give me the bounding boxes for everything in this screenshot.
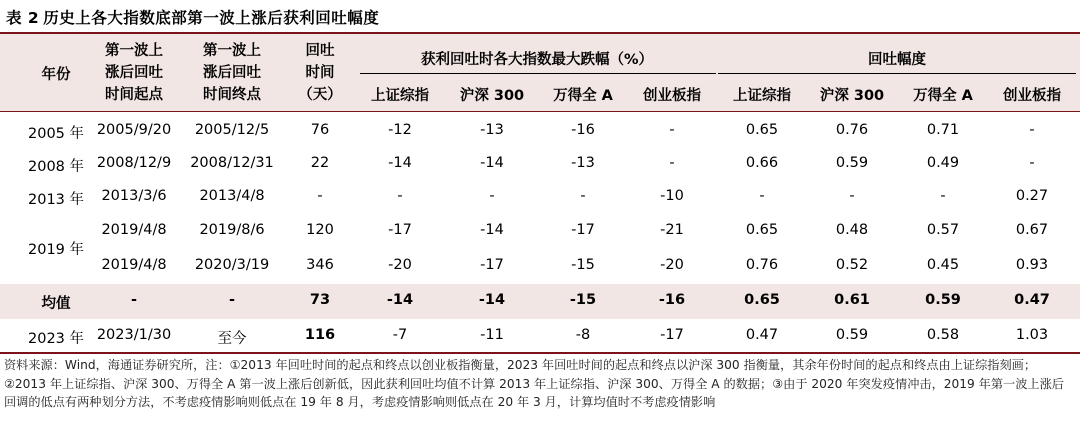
- cell-start: -: [130, 292, 138, 308]
- header-start-line2: 涨后回吐: [105, 65, 163, 81]
- header-start-line1: 第一波上: [105, 43, 163, 59]
- cell-ratio-csi300: 0.59: [835, 327, 869, 343]
- cell-drop-chinext: -: [669, 155, 675, 171]
- cell-drop-shanghai: -: [397, 188, 403, 204]
- cell-ratio-csi300: 0.59: [835, 155, 869, 171]
- cell-drop-csi300: -14: [478, 292, 506, 308]
- cell-ratio-csi300: 0.61: [834, 292, 870, 308]
- cell-ratio-csi300: 0.52: [835, 257, 869, 273]
- cell-days: 73: [309, 292, 331, 308]
- cell-days: 116: [304, 327, 336, 343]
- cell-drop-shanghai: -14: [386, 292, 414, 308]
- cell-end: 2013/4/8: [199, 188, 265, 204]
- header-start-line3: 时间起点: [105, 87, 163, 103]
- cell-drop-windall: -: [580, 188, 586, 204]
- table-bottom-rule: [0, 352, 1080, 354]
- header-end-line3: 时间终点: [203, 87, 261, 103]
- header-drop-chinext: 创业板指: [643, 88, 701, 104]
- cell-end: 2020/3/19: [194, 257, 270, 273]
- table-number: 表 2: [6, 9, 40, 27]
- cell-drop-csi300: -: [489, 188, 495, 204]
- header-days-line2: 时间: [305, 65, 335, 81]
- cell-end: -: [228, 292, 236, 308]
- cell-days: 346: [306, 257, 334, 273]
- cell-ratio-csi300: 0.76: [835, 122, 869, 138]
- cell-ratio-shanghai: 0.76: [745, 257, 779, 273]
- header-ratio-chinext: 创业板指: [1003, 88, 1061, 104]
- cell-drop-windall: -13: [571, 155, 595, 171]
- cell-ratio-windall: 0.59: [925, 292, 961, 308]
- cell-drop-csi300: -17: [480, 257, 504, 273]
- cell-drop-csi300: -13: [480, 122, 504, 138]
- cell-drop-csi300: -14: [480, 222, 504, 238]
- table-title: [6, 6, 379, 28]
- header-days-line3: （天）: [298, 87, 342, 103]
- header-end-line1: 第一波上: [203, 43, 261, 59]
- cell-drop-windall: -15: [571, 257, 595, 273]
- cell-drop-chinext: -21: [660, 222, 684, 238]
- header-drop-csi300: 沪深 300: [459, 88, 525, 104]
- cell-year: 2013 年: [27, 192, 85, 208]
- cell-days: 120: [306, 222, 334, 238]
- cell-ratio-shanghai: -: [759, 188, 765, 204]
- header-ratio-shanghai: 上证综指: [733, 88, 791, 104]
- cell-year: 2005 年: [27, 126, 85, 142]
- header-days: [298, 40, 342, 106]
- header-bottom-rule: [0, 111, 1080, 112]
- cell-ratio-chinext: -: [1029, 122, 1035, 138]
- cell-year: 均值: [41, 296, 71, 312]
- cell-drop-windall: -15: [569, 292, 597, 308]
- header-days-line1: 回吐: [305, 43, 335, 59]
- cell-end: 2008/12/31: [190, 155, 274, 171]
- cell-ratio-windall: 0.57: [926, 222, 960, 238]
- cell-drop-csi300: -11: [480, 327, 504, 343]
- cell-ratio-windall: 0.49: [926, 155, 960, 171]
- header-ratio-csi300: 沪深 300: [819, 88, 885, 104]
- cell-days: 22: [310, 155, 330, 171]
- cell-start: 2005/9/20: [96, 122, 172, 138]
- cell-ratio-chinext: 1.03: [1015, 327, 1049, 343]
- cell-drop-chinext: -20: [660, 257, 684, 273]
- header-drop-shanghai: 上证综指: [371, 88, 429, 104]
- cell-drop-shanghai: -17: [388, 222, 412, 238]
- cell-drop-shanghai: -14: [388, 155, 412, 171]
- cell-ratio-chinext: 0.47: [1014, 292, 1050, 308]
- cell-drop-windall: -17: [571, 222, 595, 238]
- average-row-background: [0, 284, 1080, 319]
- cell-end: 2005/12/5: [194, 122, 270, 138]
- cell-days: 76: [310, 122, 330, 138]
- cell-drop-chinext: -10: [660, 188, 684, 204]
- cell-ratio-chinext: 0.67: [1015, 222, 1049, 238]
- header-group-drop: 获利回吐时各大指数最大跌幅（%）: [420, 52, 654, 68]
- group-ratio-underline: [718, 73, 1076, 74]
- header-group-ratio: 回吐幅度: [868, 52, 926, 68]
- cell-ratio-shanghai: 0.65: [745, 122, 779, 138]
- cell-ratio-windall: 0.58: [926, 327, 960, 343]
- cell-ratio-csi300: 0.48: [835, 222, 869, 238]
- cell-ratio-windall: 0.71: [926, 122, 960, 138]
- header-ratio-windall: 万得全 A: [913, 88, 973, 104]
- cell-ratio-csi300: -: [849, 188, 855, 204]
- cell-start: 2019/4/8: [101, 222, 167, 238]
- cell-ratio-chinext: 0.93: [1015, 257, 1049, 273]
- footnote: 资料来源：Wind，海通证券研究所，注：①2013 年回吐时间的起点和终点以创业板指衡量，2023 年回吐时间的起点和终点以沪深 300 指衡量，其余年份时间的起点和终点由上证综指刻画；②2013 年上证综指、沪深 300、万得全 A 第一波上涨后创新低，因此获利回吐均值不计算 2013 年上证综指、沪深 300、万得全 A 的数据；③由于 2020 年突发疫情冲击，2019 年第一波上涨后回调的低点有两种划分方法，不考虑疫情影响则低点在 19 年 8 月，考虑疫情影响则低点在 20 年 3 月，计算均值时不考虑疫情影响: [4, 358, 1064, 409]
- cell-end: 2019/8/6: [199, 222, 265, 238]
- cell-days: -: [317, 188, 323, 204]
- cell-ratio-windall: 0.45: [926, 257, 960, 273]
- cell-start: 2013/3/6: [101, 188, 167, 204]
- cell-drop-csi300: -14: [480, 155, 504, 171]
- cell-drop-shanghai: -20: [388, 257, 412, 273]
- table-title-text: 历史上各大指数底部第一波上涨后获利回吐幅度: [43, 9, 380, 27]
- cell-drop-windall: -8: [575, 327, 591, 343]
- cell-drop-chinext: -16: [658, 292, 686, 308]
- header-end-line2: 涨后回吐: [203, 65, 261, 81]
- cell-ratio-chinext: -: [1029, 155, 1035, 171]
- cell-ratio-windall: -: [940, 188, 946, 204]
- header-start: [105, 40, 163, 106]
- cell-ratio-shanghai: 0.66: [745, 155, 779, 171]
- cell-drop-shanghai: -7: [392, 327, 408, 343]
- cell-end: 至今: [217, 331, 247, 347]
- cell-drop-windall: -16: [571, 122, 595, 138]
- cell-start: 2019/4/8: [101, 257, 167, 273]
- cell-drop-chinext: -17: [660, 327, 684, 343]
- cell-year: 2008 年: [27, 159, 85, 175]
- cell-start: 2008/12/9: [96, 155, 172, 171]
- cell-ratio-shanghai: 0.65: [745, 222, 779, 238]
- cell-drop-shanghai: -12: [388, 122, 412, 138]
- cell-ratio-shanghai: 0.47: [745, 327, 779, 343]
- cell-year: 2023 年: [27, 331, 85, 347]
- cell-ratio-chinext: 0.27: [1015, 188, 1049, 204]
- header-drop-windall: 万得全 A: [553, 88, 613, 104]
- header-end: [203, 40, 261, 106]
- cell-start: 2023/1/30: [96, 327, 172, 343]
- cell-year-merged: 2019 年: [27, 242, 85, 258]
- group-drop-underline: [360, 73, 716, 74]
- cell-drop-chinext: -: [669, 122, 675, 138]
- header-year: 年份: [41, 67, 71, 83]
- cell-ratio-shanghai: 0.65: [744, 292, 780, 308]
